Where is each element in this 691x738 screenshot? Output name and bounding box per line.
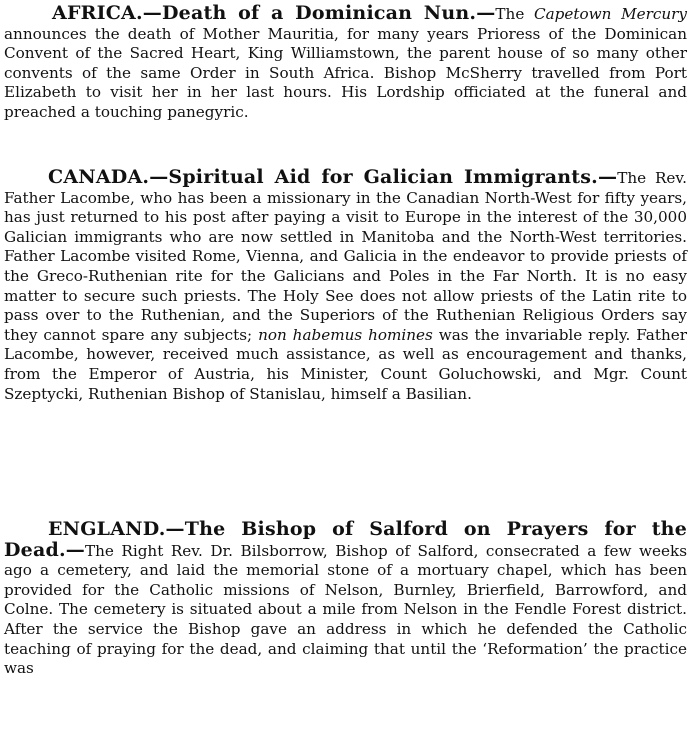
- article-text: announces the death of Mother Mauritia, for many years Prioress of the Dominican Convent of the Sacred Heart, King Williamstown, the parent house of so many other convents of the same Order in South Africa. Bishop McSherry travelled from Port Elizabeth to visit her in her last hours. His Lordship officiated at the funeral and preached a touching panegyric.: [4, 24, 687, 121]
- article-text: The Right Rev. Dr. Bilsborrow, Bishop of Salford, consecrated a few weeks ago a cemetery, and laid the memorial stone of a mortuary chapel, which has been provided for the Catholic missions of Nelson, Burnley, Brierfield, Barrowford, and Colne. The cemetery is situated about a mile from Nelson in the Fendle Forest district. After the service the Bishop gave an address in which he defended the Catholic teaching of praying for the dead, and claiming that until the ‘Reformation’ the practice was: [4, 541, 687, 678]
- article-heading: AFRICA.—Death of a Dominican Nun.—: [52, 2, 496, 24]
- latin-quote: non habemus homines: [258, 325, 433, 344]
- article-heading: ENGLAND.—The Bishop of Salford on Prayers for the Dead.—: [4, 518, 687, 561]
- article-text: The Rev. Father Lacombe, who has been a missionary in the Canadian North-West for fifty years, has just returned to his post after paying a visit to Europe in the interest of the 30,000 Galician immigrants who are now settled in Manitoba and the North-West territories. Father Lacombe visited Rome, Vienna, and Galicia in the endeavor to provide priests of the Greco-Ruthenian rite for the Galicians and Poles in the Far North. It is no easy matter to secure such priests. The Holy See does not allow priests of the Latin rite to pass over to the Ruthenian, and the Superiors of the Ruthenian Religious Orders say they cannot spare any subjects;: [4, 169, 687, 344]
- article-heading: CANADA.—Spiritual Aid for Galician Immigrants.—: [48, 166, 618, 188]
- article-canada: [4, 168, 687, 404]
- article-africa: [4, 4, 687, 123]
- newspaper-name: Capetown Mercury: [534, 5, 688, 23]
- article-text: The: [495, 5, 534, 23]
- article-text: was the invariable reply. Father Lacombe, however, received much assistance, as well as encouragement and thanks, from the Emperor of Austria, his Minister, Count Goluchowski, and Mgr. Count Szeptycki, Ruthenian Bishop of Stanislau, himself a Basilian.: [4, 325, 687, 403]
- article-england: [4, 520, 687, 679]
